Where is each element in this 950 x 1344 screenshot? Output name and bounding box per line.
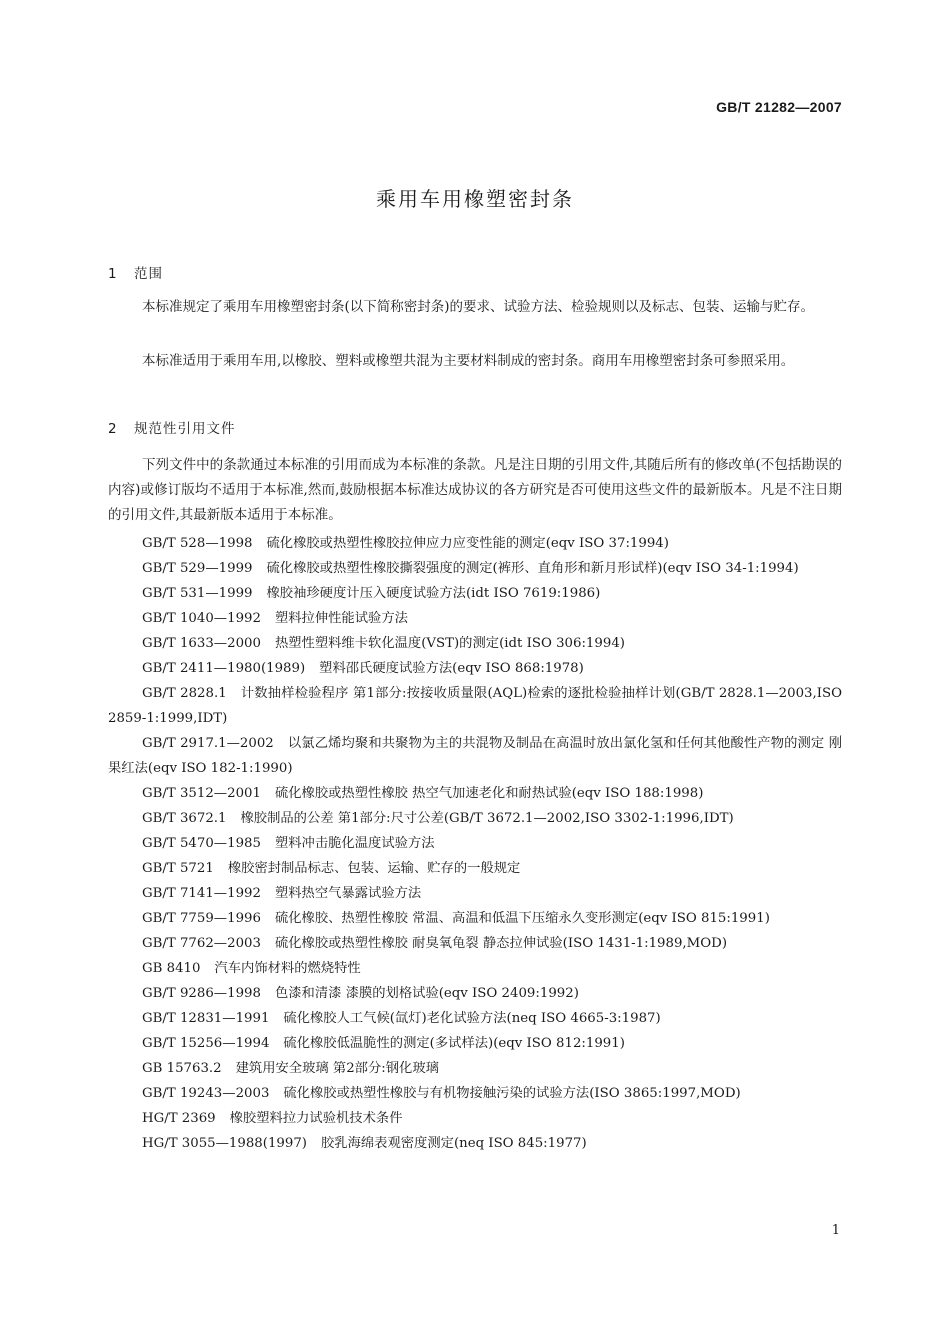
reference-code: GB/T 7141—1992: [142, 886, 261, 901]
reference-code: GB/T 1633—2000: [142, 636, 261, 651]
scope-paragraph-1: 本标准规定了乘用车用橡塑密封条(以下简称密封条)的要求、试验方法、检验规则以及标志、包装、运输与贮存。: [142, 299, 815, 315]
reference-item: [108, 1031, 842, 1056]
reference-code: GB 15763.2: [142, 1061, 222, 1076]
page-number: 1: [831, 1223, 840, 1238]
reference-code: GB/T 2828.1: [142, 686, 227, 701]
section-number: 1: [108, 266, 118, 282]
reference-title: 计数抽样检验程序 第1部分:按接收质量限(AQL)检索的逐批检验抽样计划(GB/T 2828.1—2003,ISO 2859-1:1999,IDT): [108, 686, 842, 726]
reference-code: GB/T 1040—1992: [142, 611, 261, 626]
reference-code: GB/T 19243—2003: [142, 1086, 270, 1101]
reference-title: 橡胶密封制品标志、包装、运输、贮存的一般规定: [227, 861, 521, 876]
reference-item: [108, 1131, 842, 1156]
reference-item: [108, 1056, 842, 1081]
reference-code: GB/T 7762—2003: [142, 936, 261, 951]
section-title: 范围: [134, 266, 163, 282]
reference-item: [108, 731, 842, 781]
reference-code: GB/T 9286—1998: [142, 986, 261, 1001]
reference-item: [108, 906, 842, 931]
document-title: 乘用车用橡塑密封条: [376, 187, 574, 211]
section-title: 规范性引用文件: [134, 421, 236, 437]
reference-title: 塑料冲击脆化温度试验方法: [274, 836, 435, 851]
reference-item: [108, 556, 842, 581]
reference-code: GB/T 15256—1994: [142, 1036, 270, 1051]
reference-code: GB/T 528—1998: [142, 536, 253, 551]
reference-item: [108, 1106, 842, 1131]
reference-title: 硫化橡胶低温脆性的测定(多试样法)(eqv ISO 812:1991): [283, 1036, 625, 1051]
reference-code: GB/T 2411—1980(1989): [142, 661, 306, 676]
section-heading-scope: [108, 262, 163, 282]
reference-item: [108, 881, 842, 906]
reference-code: GB/T 5721: [142, 861, 214, 876]
normative-refs-intro: 下列文件中的条款通过本标准的引用而成为本标准的条款。凡是注日期的引用文件,其随后所有的修改单(不包括勘误的内容)或修订版均不适用于本标准,然而,鼓励根据本标准达成协议的各方研究是否可使用这些文件的最新版本。凡是不注日期的引用文件,其最新版本适用于本标准。: [108, 457, 842, 523]
reference-code: GB/T 12831—1991: [142, 1011, 270, 1026]
reference-code: GB/T 3672.1: [142, 811, 227, 826]
reference-item: [108, 681, 842, 731]
reference-title: 硫化橡胶或热塑性橡胶 热空气加速老化和耐热试验(eqv ISO 188:1998): [274, 786, 704, 801]
reference-item: [108, 831, 842, 856]
reference-title: 硫化橡胶或热塑性橡胶 耐臭氧龟裂 静态拉伸试验(ISO 1431-1:1989,MOD): [274, 936, 728, 951]
reference-title: 硫化橡胶或热塑性橡胶撕裂强度的测定(裤形、直角形和新月形试样)(eqv ISO 34-1:1994): [266, 561, 799, 576]
reference-title: 橡胶袖珍硬度计压入硬度试验方法(idt ISO 7619:1986): [266, 586, 601, 601]
reference-title: 硫化橡胶或热塑性橡胶拉伸应力应变性能的测定(eqv ISO 37:1994): [266, 536, 669, 551]
reference-title: 塑料热空气暴露试验方法: [274, 886, 422, 901]
reference-item: [108, 1081, 842, 1106]
reference-item: [108, 806, 842, 831]
reference-item: [108, 631, 842, 656]
reference-code: GB/T 7759—1996: [142, 911, 261, 926]
reference-title: 建筑用安全玻璃 第2部分:钢化玻璃: [235, 1061, 439, 1076]
reference-item: [108, 656, 842, 681]
reference-item: [108, 531, 842, 556]
reference-title: 胶乳海绵表观密度测定(neq ISO 845:1977): [320, 1136, 587, 1151]
reference-code: HG/T 2369: [142, 1111, 216, 1126]
standard-code: GB/T 21282—2007: [716, 99, 842, 115]
section-number: 2: [108, 421, 118, 437]
reference-item: [108, 931, 842, 956]
reference-title: 橡胶塑料拉力试验机技术条件: [229, 1111, 403, 1126]
reference-title: 色漆和清漆 漆膜的划格试验(eqv ISO 2409:1992): [274, 986, 579, 1001]
reference-code: GB 8410: [142, 961, 201, 976]
reference-code: GB/T 2917.1—2002: [142, 736, 274, 751]
reference-title: 塑料拉伸性能试验方法: [274, 611, 408, 626]
section-heading-normative-refs: [108, 417, 236, 437]
reference-title: 硫化橡胶或热塑性橡胶与有机物接触污染的试验方法(ISO 3865:1997,MOD): [283, 1086, 741, 1101]
reference-list: [108, 531, 842, 1156]
reference-title: 硫化橡胶人工气候(氙灯)老化试验方法(neq ISO 4665-3:1987): [283, 1011, 661, 1026]
reference-item: [108, 956, 842, 981]
scope-paragraph-2: 本标准适用于乘用车用,以橡胶、塑料或橡塑共混为主要材料制成的密封条。商用车用橡塑密封条可参照采用。: [142, 353, 795, 369]
reference-title: 以氯乙烯均聚和共聚物为主的共混物及制品在高温时放出氯化氢和任何其他酸性产物的测定 刚果红法(eqv ISO 182-1:1990): [108, 736, 842, 776]
reference-title: 汽车内饰材料的燃烧特性: [214, 961, 361, 976]
reference-code: GB/T 5470—1985: [142, 836, 261, 851]
reference-title: 橡胶制品的公差 第1部分:尺寸公差(GB/T 3672.1—2002,ISO 3302-1:1996,IDT): [240, 811, 734, 826]
reference-item: [108, 606, 842, 631]
reference-title: 硫化橡胶、热塑性橡胶 常温、高温和低温下压缩永久变形测定(eqv ISO 815:1991): [274, 911, 770, 926]
reference-code: GB/T 531—1999: [142, 586, 253, 601]
reference-item: [108, 781, 842, 806]
reference-code: GB/T 529—1999: [142, 561, 253, 576]
reference-item: [108, 856, 842, 881]
reference-title: 热塑性塑料维卡软化温度(VST)的测定(idt ISO 306:1994): [274, 636, 625, 651]
reference-item: [108, 981, 842, 1006]
reference-item: [108, 581, 842, 606]
reference-title: 塑料邵氏硬度试验方法(eqv ISO 868:1978): [319, 661, 584, 676]
reference-code: GB/T 3512—2001: [142, 786, 261, 801]
reference-code: HG/T 3055—1988(1997): [142, 1136, 307, 1151]
reference-item: [108, 1006, 842, 1031]
